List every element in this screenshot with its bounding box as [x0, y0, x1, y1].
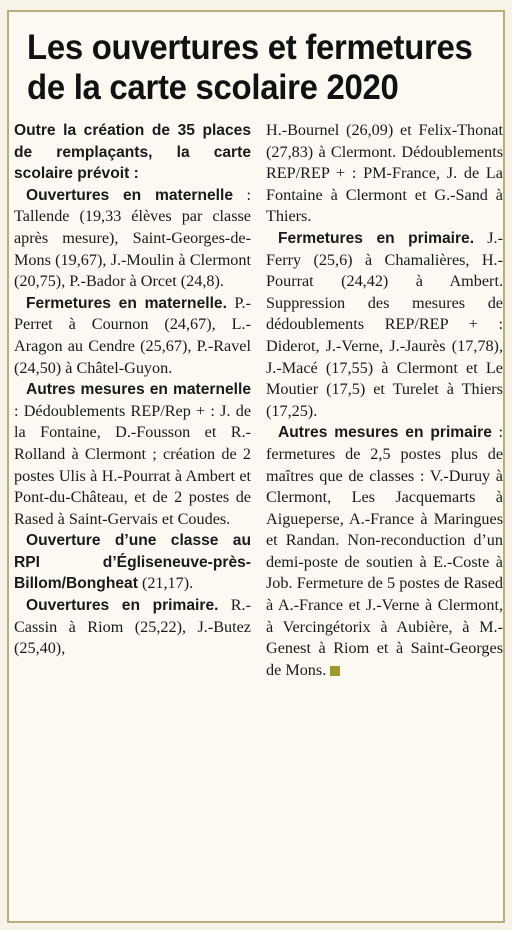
- article-end-mark-icon: [330, 666, 340, 676]
- intro-paragraph: [14, 120, 251, 185]
- lead-ouvertures-maternelle: Ouvertures en maternelle: [26, 186, 233, 204]
- body-continuation: H.-Bournel (26,09) et Felix-Thonat (27,83) à Clermont. Dédoublements REP/REP + : PM-France, J. de La Fontaine à Clermont et G.-Sand à Thiers.: [266, 121, 503, 226]
- article-column-right: [266, 120, 503, 681]
- lead-autres-primaire: Autres mesures en primaire: [278, 424, 492, 442]
- lead-fermetures-primaire: Fermetures en primaire.: [278, 229, 475, 247]
- lead-fermetures-maternelle: Fermetures en maternelle.: [26, 294, 227, 312]
- body-ouverture-rpi: (21,17).: [137, 574, 194, 593]
- paragraph-fermetures-primaire: [266, 228, 503, 422]
- paragraph-autres-maternelle: [14, 379, 251, 530]
- lead-ouverture-rpi: Ouverture d’une classe au RPI d’Égliseneuve-près-Billom/Bongheat: [14, 532, 251, 593]
- body-autres-primaire: : fermetures de 2,5 postes plus de maîtres que de classes : V.-Duruy à Clermont, Les Jacquemarts à Aigueperse, A.-France à Maringues et Randan. Non-reconduction d’un demi-poste de soutien à E.-Coste à Job. Fermeture de 5 postes de Rased à A.-France et J.-Verne à Clermont, à Vercingétorix à Aubière, à M.-Genest à Riom et à Saint-Georges de Mons.: [266, 423, 503, 679]
- intro-lead: Outre la création de 35 places de remplaçants, la carte scolaire prévoit :: [14, 122, 251, 183]
- lead-autres-maternelle: Autres mesures en maternelle: [26, 381, 251, 399]
- lead-ouvertures-primaire: Ouvertures en primaire.: [26, 597, 219, 615]
- article-headline: [27, 28, 478, 108]
- article-column-left: [14, 120, 251, 660]
- headline-line-1: Les ouvertures et fermetures: [27, 28, 473, 67]
- paragraph-autres-primaire: [266, 422, 503, 681]
- paragraph-ouverture-rpi: [14, 530, 251, 595]
- body-ouvertures-maternelle: : Tallende (19,33 élèves par classe après mesure), Saint-Georges-de-Mons (19,67), J.-Moulin à Clermont (20,75), P.-Bador à Orcet (24,8).: [14, 185, 252, 291]
- paragraph-ouvertures-primaire: [14, 595, 251, 660]
- body-autres-maternelle: : Dédoublements REP/Rep + : J. de la Fontaine, D.-Fousson et R.-Rolland à Clermont ; création de 2 postes Ulis à H.-Pourrat à Ambert et Pont-du-Château, et de 2 postes de Rased à Saint-Gervais et Coudes.: [14, 401, 251, 528]
- paragraph-continuation: [266, 120, 503, 228]
- body-ouvertures-primaire: R.-Cassin à Riom (25,22), J.-Butez (25,40),: [14, 596, 251, 658]
- paragraph-ouvertures-maternelle: [14, 185, 251, 293]
- headline-line-2: de la carte scolaire 2020: [27, 68, 399, 107]
- body-fermetures-primaire: J.-Ferry (25,6) à Chamalières, H.-Pourrat (24,42) à Ambert. Suppression des mesures de dédoublements REP/REP + : Diderot, J.-Verne, J.-Jaurès (17,78), J.-Macé (17,55) à Clermont et Le Moutier (17,5) et Turelet à Thiers (17,25).: [266, 228, 503, 420]
- paragraph-fermetures-maternelle: [14, 293, 251, 379]
- body-fermetures-maternelle: P.-Perret à Cournon (24,67), L.-Aragon au Cendre (25,67), P.-Ravel (24,50) à Châtel-Guyon.: [14, 293, 251, 377]
